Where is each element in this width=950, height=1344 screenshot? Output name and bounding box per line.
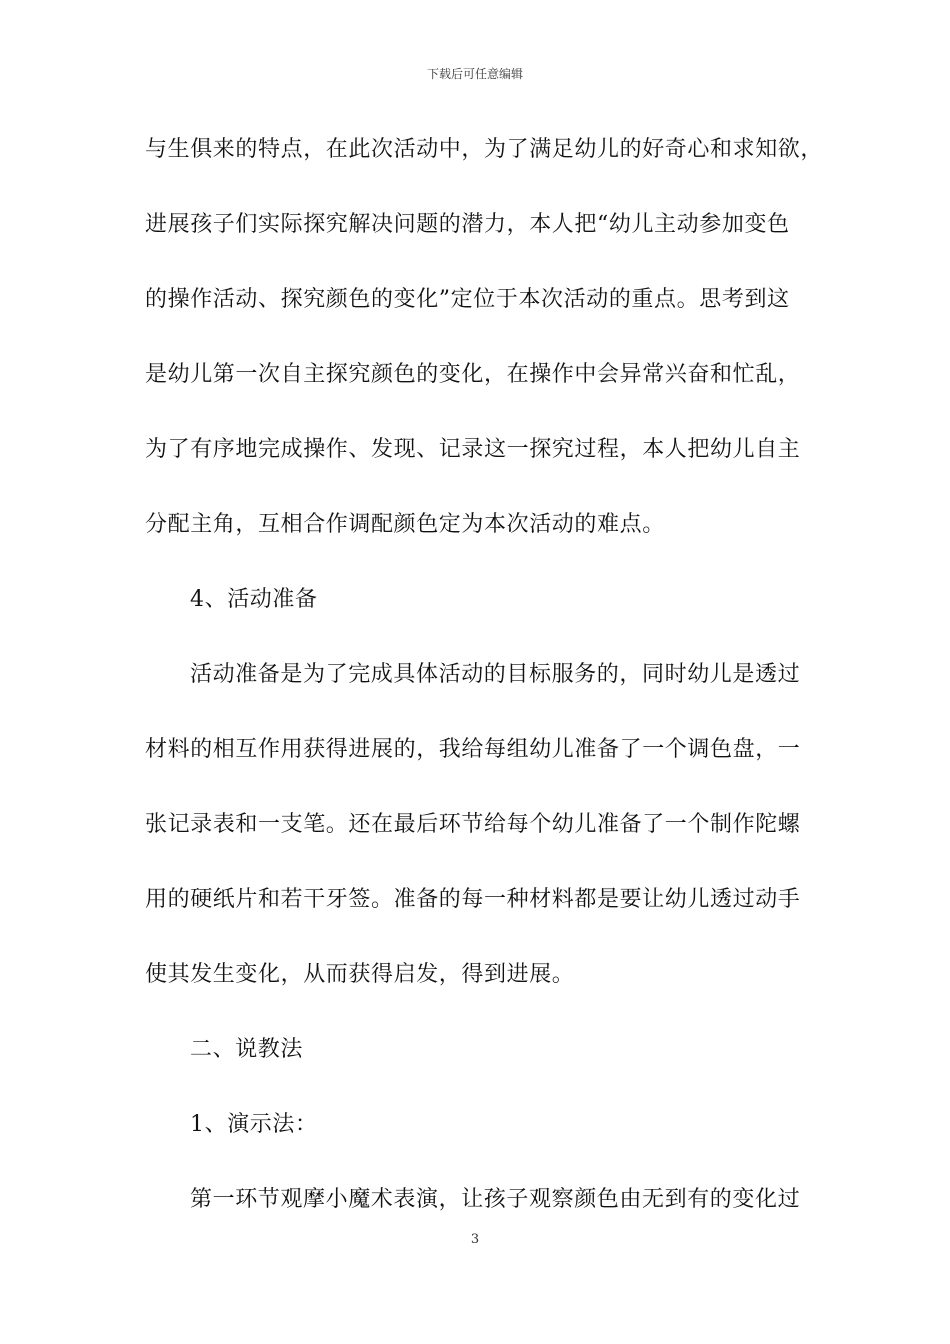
- paragraph-line-4: 是幼儿第一次自主探究颜色的变化，在操作中会异常兴奋和忙乱，: [145, 362, 801, 387]
- paragraph-line-10: 张记录表和一支笔。还在最后环节给每个幼儿准备了一个制作陀螺: [145, 812, 801, 837]
- paragraph-line-8: 活动准备是为了完成具体活动的目标服务的，同时幼儿是透过: [190, 662, 801, 687]
- paragraph-line-3: 的操作活动、探究颜色的变化”定位于本次活动的重点。思考到这: [145, 287, 790, 312]
- section-heading-teaching-methods: 二、说教法: [190, 1037, 304, 1062]
- document-body: [145, 130, 824, 1255]
- paragraph-line-1: 与生俱来的特点，在此次活动中，为了满足幼儿的好奇心和求知欲，: [145, 137, 824, 162]
- page-number: 3: [470, 1232, 480, 1247]
- paragraph-line-2: 进展孩子们实际探究解决问题的潜力，本人把“幼儿主动参加变色: [145, 212, 790, 237]
- paragraph-line-15: 第一环节观摩小魔术表演，让孩子观察颜色由无到有的变化过: [190, 1187, 801, 1212]
- paragraph-line-12: 使其发生变化，从而获得启发，得到进展。: [145, 962, 575, 987]
- paragraph-line-6: 分配主角，互相合作调配颜色定为本次活动的难点。: [145, 512, 665, 537]
- subsection-heading-demonstration-method: 1、演示法：: [190, 1112, 318, 1137]
- paragraph-line-9: 材料的相互作用获得进展的，我给每组幼儿准备了一个调色盘，一: [145, 737, 801, 762]
- paragraph-line-11: 用的硬纸片和若干牙签。准备的每一种材料都是要让幼儿透过动手: [145, 887, 801, 912]
- section-heading-activity-preparation: 4、活动准备: [190, 587, 318, 612]
- page-header: 下载后可任意编辑: [426, 67, 523, 81]
- paragraph-line-5: 为了有序地完成操作、发现、记录这一探究过程，本人把幼儿自主: [145, 437, 801, 462]
